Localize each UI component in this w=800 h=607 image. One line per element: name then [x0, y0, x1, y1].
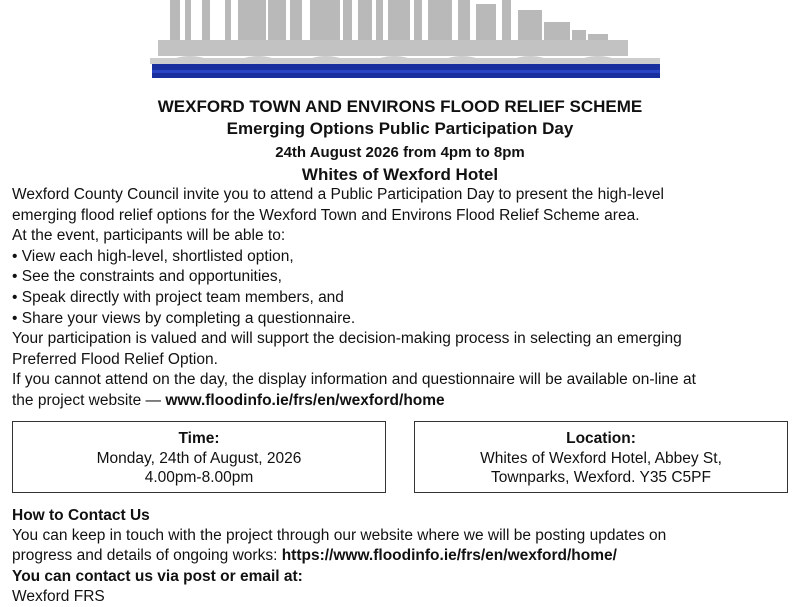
contact-address-line: Wexford FRS	[12, 587, 105, 605]
time-hours: 4.00pm-8.00pm	[144, 469, 254, 486]
website-prefix: the project website —	[12, 391, 166, 409]
intro-line: Wexford County Council invite you to attend a Public Participation Day to present the high-level	[12, 186, 664, 203]
location-heading: Location:	[566, 430, 636, 447]
page-subtitle: Emerging Options Public Participation Day	[226, 119, 574, 138]
project-website-link[interactable]: www.floodinfo.ie/frs/en/wexford/home	[165, 391, 445, 409]
bullet-item: • See the constraints and opportunities,	[12, 268, 282, 286]
time-box	[12, 421, 386, 493]
contact-post-email-heading: You can contact us via post or email at:	[12, 567, 303, 585]
location-address-line: Townparks, Wexford. Y35 C5PF	[491, 469, 711, 486]
closing-line: Your participation is valued and will support the decision-making process in selecting an emerging	[12, 330, 682, 348]
bullet-item: • Speak directly with project team members, and	[12, 288, 344, 306]
contact-link-prefix: progress and details of ongoing works:	[12, 547, 282, 565]
closing-line: If you cannot attend on the day, the display information and questionnaire will be available on-line at	[12, 371, 696, 389]
bullet-item: • Share your views by completing a questionnaire.	[12, 309, 356, 327]
intro-line: emerging flood relief options for the Wexford Town and Environs Flood Relief Scheme area.	[12, 206, 640, 224]
closing-line	[12, 391, 798, 412]
scheme-logo-icon	[140, 0, 670, 88]
time-date: Monday, 24th of August, 2026	[96, 449, 302, 467]
page-title: WEXFORD TOWN AND ENVIRONS FLOOD RELIEF SCHEME	[157, 97, 643, 116]
contact-heading: How to Contact Us	[12, 507, 150, 524]
body-text	[12, 185, 798, 412]
contact-section	[12, 506, 798, 607]
location-address-line: Whites of Wexford Hotel, Abbey St,	[480, 449, 722, 467]
bullet-item: • View each high-level, shortlisted option,	[12, 247, 294, 265]
closing-line: Preferred Flood Relief Option.	[12, 350, 218, 368]
intro-line: At the event, participants will be able to:	[12, 227, 286, 245]
contact-line: You can keep in touch with the project through our website where we will be posting updates on	[12, 527, 667, 545]
time-heading: Time:	[178, 430, 220, 447]
contact-line	[12, 546, 798, 566]
event-venue: Whites of Wexford Hotel	[301, 165, 499, 184]
location-box	[414, 421, 788, 493]
event-datetime: 24th August 2026 from 4pm to 8pm	[275, 144, 525, 161]
contact-website-link[interactable]: https://www.floodinfo.ie/frs/en/wexford/home/	[281, 547, 617, 565]
